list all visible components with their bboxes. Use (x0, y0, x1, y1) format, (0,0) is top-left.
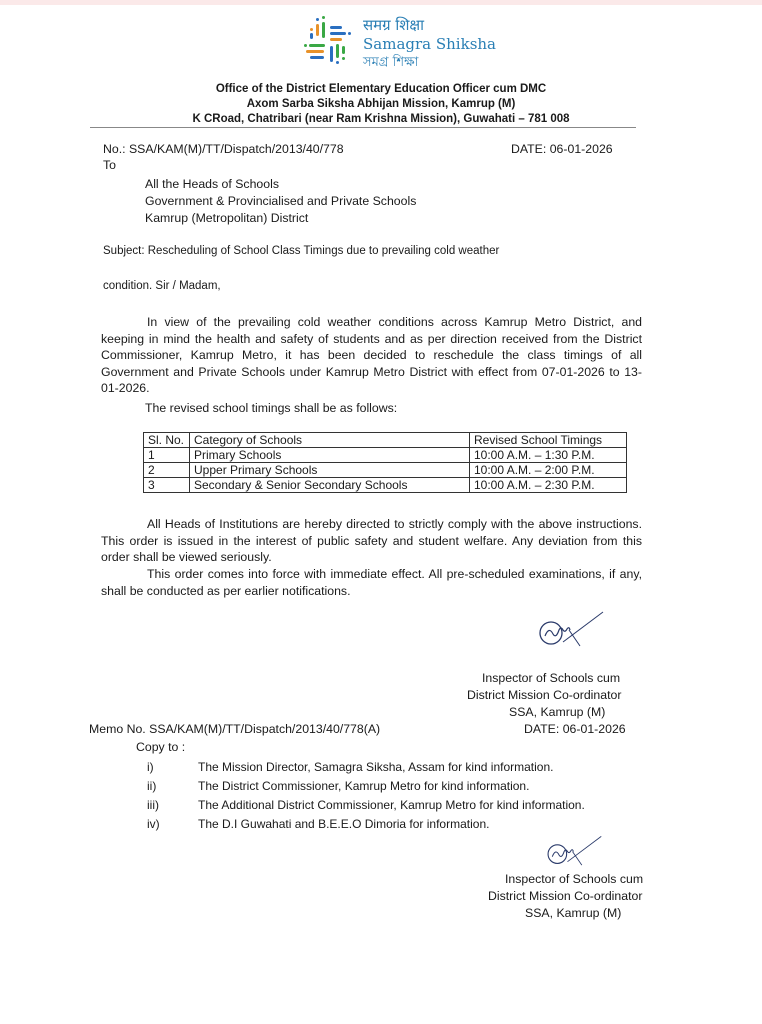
copy-item-text: The D.I Guwahati and B.E.E.O Dimoria for information. (198, 817, 490, 831)
paragraph-effect-text: This order comes into force with immediate effect. All pre-scheduled examinations, if any, shall be conducted as per earlier notifications. (101, 567, 642, 598)
office-header-line3: K CRoad, Chatribari (near Ram Krishna Mission), Guwahati – 781 008 (192, 113, 570, 125)
copy-item-text: The District Commissioner, Kamrup Metro for kind information. (198, 779, 530, 793)
table-cell: Upper Primary Schools (190, 463, 470, 478)
header-cell: Revised School Timings (470, 433, 627, 448)
signatory-designation: District Mission Co-ordinator (488, 889, 643, 903)
logo-title-english: Samagra Shiksha (363, 35, 496, 53)
logo-title-hindi: समग्र शिक्षा (363, 16, 425, 34)
samagra-shiksha-logo-icon (300, 14, 360, 74)
table-row (144, 448, 627, 463)
subject-continuation-salutation: condition. Sir / Madam, (103, 280, 221, 292)
table-intro: The revised school timings shall be as follows: (145, 401, 398, 415)
signatory-designation: District Mission Co-ordinator (467, 688, 622, 702)
top-strip (0, 0, 762, 5)
signatory-title: Inspector of Schools cum (505, 872, 644, 886)
signature-icon (535, 608, 610, 653)
paragraph-effect (101, 566, 642, 599)
revised-timings-table (143, 432, 627, 493)
table-row (144, 463, 627, 478)
copy-item-number: iv) (147, 817, 160, 831)
table-cell: 3 (144, 478, 190, 493)
copy-item-number: iii) (147, 798, 159, 812)
recipient-line: Government & Provincialised and Private Schools (145, 194, 417, 208)
header-divider (90, 127, 636, 128)
recipient-line: Kamrup (Metropolitan) District (145, 211, 309, 225)
table-cell: Primary Schools (190, 448, 470, 463)
table-cell: 10:00 A.M. – 1:30 P.M. (470, 448, 627, 463)
signatory-title: Inspector of Schools cum (482, 671, 621, 685)
logo-wordmark (363, 16, 496, 72)
recipient-line: All the Heads of Schools (145, 177, 279, 191)
copy-item-number: ii) (147, 779, 157, 793)
paragraph-compliance (101, 516, 642, 566)
table-cell: 10:00 A.M. – 2:30 P.M. (470, 478, 627, 493)
signatory-office: SSA, Kamrup (M) (509, 705, 606, 719)
signatory-office: SSA, Kamrup (M) (525, 906, 622, 920)
table-cell: 10:00 A.M. – 2:00 P.M. (470, 463, 627, 478)
copy-item-text: The Additional District Commissioner, Kamrup Metro for kind information. (198, 798, 585, 812)
header-cell: Sl. No. (144, 433, 190, 448)
memo-number: Memo No. SSA/KAM(M)/TT/Dispatch/2013/40/778(A) (89, 722, 381, 736)
to-label: To (103, 158, 116, 172)
paragraph-main (101, 314, 642, 397)
paragraph-compliance-text: All Heads of Institutions are hereby directed to strictly comply with the above instructions. This order is issued in the interest of public safety and student welfare. Any deviation from this order shall be viewed seriously. (101, 517, 642, 565)
logo-title-assamese: সমগ্ৰ শিক্ষা (363, 55, 419, 70)
table-row (144, 478, 627, 493)
table-cell: Secondary & Senior Secondary Schools (190, 478, 470, 493)
reference-number: No.: SSA/KAM(M)/TT/Dispatch/2013/40/778 (103, 142, 344, 156)
memo-date: DATE: 06-01-2026 (524, 722, 626, 736)
letter-date: DATE: 06-01-2026 (511, 142, 613, 156)
header-cell: Category of Schools (190, 433, 470, 448)
copy-to-label: Copy to : (136, 740, 186, 754)
subject-line: Subject: Rescheduling of School Class Timings due to prevailing cold weather (103, 245, 500, 257)
paragraph-main-text: In view of the prevailing cold weather conditions across Kamrup Metro District, and keeping in mind the health and safety of students and as per direction received from the District Commissioner, Kamrup Metro, it has been decided to reschedule the class timings of all Government and Private Schools under Kamrup Metro District with effect from 07-01-2026 to 13-01-2026. (101, 315, 642, 396)
office-header-line2: Axom Sarba Siksha Abhijan Mission, Kamrup (M) (246, 98, 516, 110)
office-header-line1: Office of the District Elementary Education Officer cum DMC (215, 83, 547, 95)
table-cell: 2 (144, 463, 190, 478)
signature-icon (543, 833, 608, 871)
table-cell: 1 (144, 448, 190, 463)
copy-item-number: i) (147, 760, 154, 774)
table-header-row (144, 433, 627, 448)
copy-item-text: The Mission Director, Samagra Siksha, Assam for kind information. (198, 760, 554, 774)
